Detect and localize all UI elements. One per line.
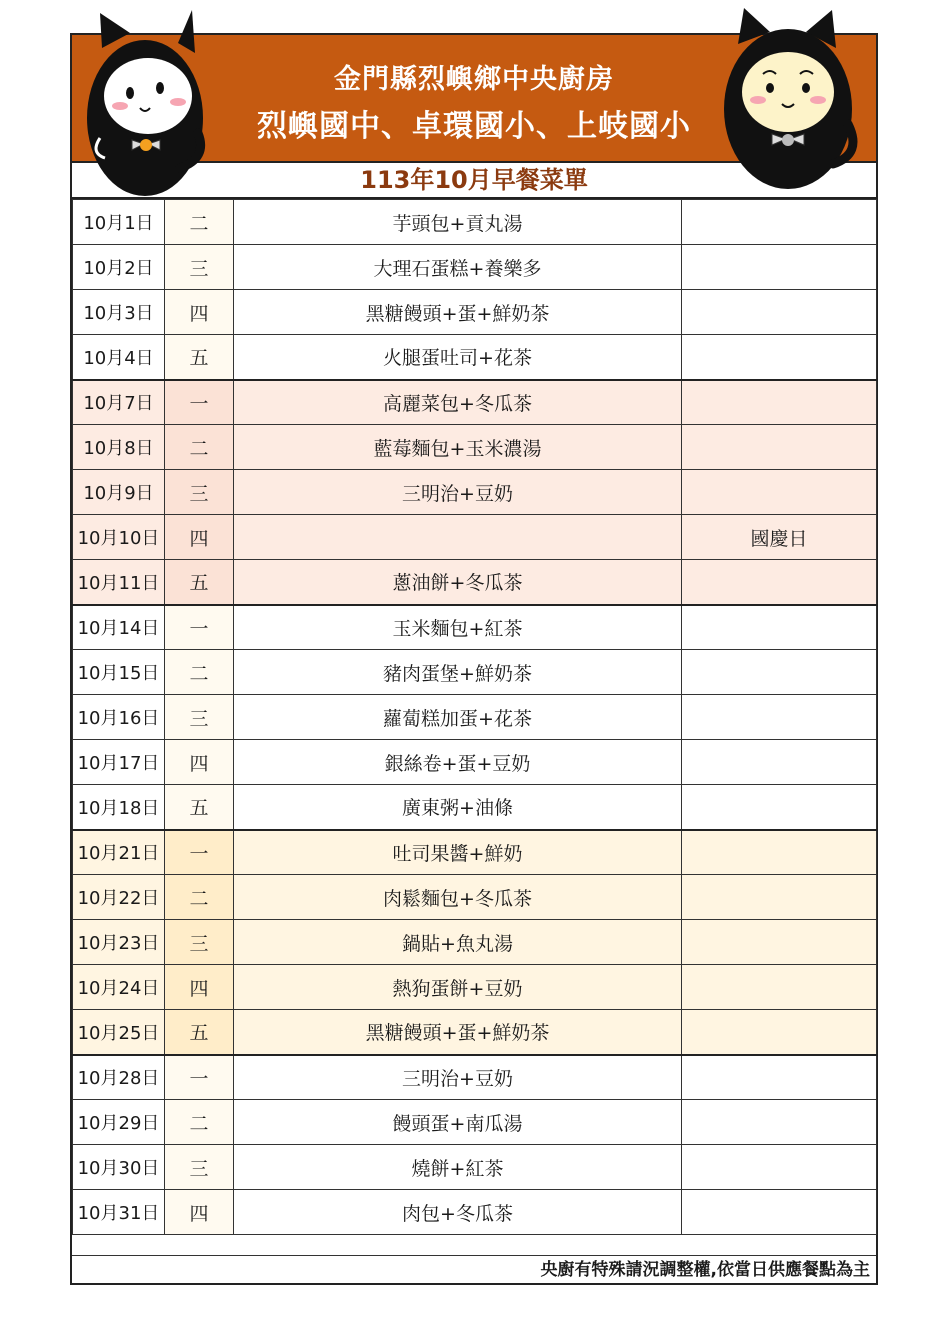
date-cell: 10月28日 <box>73 1055 165 1100</box>
note-cell <box>682 740 877 785</box>
black-cat-mascot-icon <box>80 8 210 198</box>
footer-note: 央廚有特殊請況調整權,依當日供應餐點為主 <box>72 1255 876 1283</box>
menu-item-cell: 火腿蛋吐司+花茶 <box>234 335 682 380</box>
note-cell <box>682 650 877 695</box>
menu-item-cell: 黑糖饅頭+蛋+鮮奶茶 <box>234 290 682 335</box>
date-cell: 10月31日 <box>73 1190 165 1235</box>
menu-row <box>73 335 877 380</box>
menu-row <box>73 695 877 740</box>
menu-row <box>73 1055 877 1100</box>
menu-item-cell: 鍋貼+魚丸湯 <box>234 920 682 965</box>
note-cell <box>682 695 877 740</box>
kitchen-title: 金門縣烈嶼鄉中央廚房 <box>334 64 614 95</box>
weekday-cell: 五 <box>165 560 234 605</box>
weekday-cell: 五 <box>165 785 234 830</box>
breakfast-menu-table <box>72 199 877 1235</box>
note-cell <box>682 1100 877 1145</box>
weekday-cell: 五 <box>165 335 234 380</box>
weekday-cell: 四 <box>165 515 234 560</box>
weekday-cell: 一 <box>165 830 234 875</box>
note-cell <box>682 1145 877 1190</box>
menu-row <box>73 965 877 1010</box>
weekday-cell: 五 <box>165 1010 234 1055</box>
note-cell <box>682 875 877 920</box>
menu-row <box>73 1190 877 1235</box>
weekday-cell: 三 <box>165 245 234 290</box>
weekday-cell: 三 <box>165 1145 234 1190</box>
weekday-cell: 三 <box>165 695 234 740</box>
note-cell <box>682 1010 877 1055</box>
note-cell <box>682 605 877 650</box>
menu-item-cell: 玉米麵包+紅茶 <box>234 605 682 650</box>
note-cell <box>682 470 877 515</box>
menu-row <box>73 380 877 425</box>
date-cell: 10月14日 <box>73 605 165 650</box>
menu-sheet <box>70 33 878 1285</box>
menu-item-cell <box>234 515 682 560</box>
menu-item-cell: 肉包+冬瓜茶 <box>234 1190 682 1235</box>
date-cell: 10月15日 <box>73 650 165 695</box>
menu-row <box>73 785 877 830</box>
menu-item-cell: 黑糖饅頭+蛋+鮮奶茶 <box>234 1010 682 1055</box>
date-cell: 10月7日 <box>73 380 165 425</box>
menu-row <box>73 200 877 245</box>
note-cell <box>682 560 877 605</box>
menu-row <box>73 650 877 695</box>
weekday-cell: 三 <box>165 470 234 515</box>
menu-item-cell: 廣東粥+油條 <box>234 785 682 830</box>
note-cell <box>682 200 877 245</box>
menu-row <box>73 290 877 335</box>
menu-item-cell: 蔥油餅+冬瓜茶 <box>234 560 682 605</box>
date-cell: 10月17日 <box>73 740 165 785</box>
menu-item-cell: 三明治+豆奶 <box>234 1055 682 1100</box>
date-cell: 10月1日 <box>73 200 165 245</box>
date-cell: 10月9日 <box>73 470 165 515</box>
weekday-cell: 四 <box>165 290 234 335</box>
note-cell <box>682 335 877 380</box>
menu-row <box>73 245 877 290</box>
note-cell <box>682 920 877 965</box>
menu-row <box>73 830 877 875</box>
date-cell: 10月29日 <box>73 1100 165 1145</box>
menu-item-cell: 高麗菜包+冬瓜茶 <box>234 380 682 425</box>
menu-item-cell: 銀絲卷+蛋+豆奶 <box>234 740 682 785</box>
black-cat-mascot-icon <box>708 4 868 194</box>
note-cell <box>682 380 877 425</box>
weekday-cell: 二 <box>165 425 234 470</box>
weekday-cell: 四 <box>165 740 234 785</box>
weekday-cell: 一 <box>165 605 234 650</box>
note-cell <box>682 785 877 830</box>
menu-item-cell: 芋頭包+貢丸湯 <box>234 200 682 245</box>
date-cell: 10月24日 <box>73 965 165 1010</box>
weekday-cell: 二 <box>165 200 234 245</box>
menu-row <box>73 515 877 560</box>
menu-item-cell: 三明治+豆奶 <box>234 470 682 515</box>
date-cell: 10月18日 <box>73 785 165 830</box>
weekday-cell: 四 <box>165 965 234 1010</box>
weekday-cell: 二 <box>165 650 234 695</box>
menu-item-cell: 吐司果醬+鮮奶 <box>234 830 682 875</box>
note-cell <box>682 290 877 335</box>
date-cell: 10月10日 <box>73 515 165 560</box>
note-cell <box>682 965 877 1010</box>
schools-title: 烈嶼國中、卓環國小、上岐國小 <box>257 109 691 144</box>
date-cell: 10月8日 <box>73 425 165 470</box>
menu-row <box>73 740 877 785</box>
menu-row <box>73 1145 877 1190</box>
date-cell: 10月2日 <box>73 245 165 290</box>
weekday-cell: 一 <box>165 1055 234 1100</box>
menu-item-cell: 肉鬆麵包+冬瓜茶 <box>234 875 682 920</box>
date-cell: 10月22日 <box>73 875 165 920</box>
menu-item-cell: 豬肉蛋堡+鮮奶茶 <box>234 650 682 695</box>
note-cell <box>682 1190 877 1235</box>
note-cell <box>682 1055 877 1100</box>
note-cell <box>682 425 877 470</box>
menu-row <box>73 425 877 470</box>
weekday-cell: 一 <box>165 380 234 425</box>
menu-row <box>73 1010 877 1055</box>
menu-item-cell: 燒餅+紅茶 <box>234 1145 682 1190</box>
date-cell: 10月25日 <box>73 1010 165 1055</box>
menu-row <box>73 470 877 515</box>
menu-item-cell: 藍莓麵包+玉米濃湯 <box>234 425 682 470</box>
date-cell: 10月23日 <box>73 920 165 965</box>
menu-row <box>73 875 877 920</box>
date-cell: 10月16日 <box>73 695 165 740</box>
date-cell: 10月4日 <box>73 335 165 380</box>
menu-row <box>73 560 877 605</box>
menu-item-cell: 熱狗蛋餅+豆奶 <box>234 965 682 1010</box>
weekday-cell: 四 <box>165 1190 234 1235</box>
weekday-cell: 三 <box>165 920 234 965</box>
menu-row <box>73 920 877 965</box>
note-cell <box>682 245 877 290</box>
menu-row <box>73 605 877 650</box>
date-cell: 10月21日 <box>73 830 165 875</box>
weekday-cell: 二 <box>165 1100 234 1145</box>
note-cell: 國慶日 <box>682 515 877 560</box>
menu-item-cell: 蘿蔔糕加蛋+花茶 <box>234 695 682 740</box>
menu-subtitle: 113年10月早餐菜單 <box>72 163 876 199</box>
menu-item-cell: 大理石蛋糕+養樂多 <box>234 245 682 290</box>
weekday-cell: 二 <box>165 875 234 920</box>
date-cell: 10月11日 <box>73 560 165 605</box>
date-cell: 10月30日 <box>73 1145 165 1190</box>
menu-item-cell: 饅頭蛋+南瓜湯 <box>234 1100 682 1145</box>
menu-row <box>73 1100 877 1145</box>
note-cell <box>682 830 877 875</box>
date-cell: 10月3日 <box>73 290 165 335</box>
